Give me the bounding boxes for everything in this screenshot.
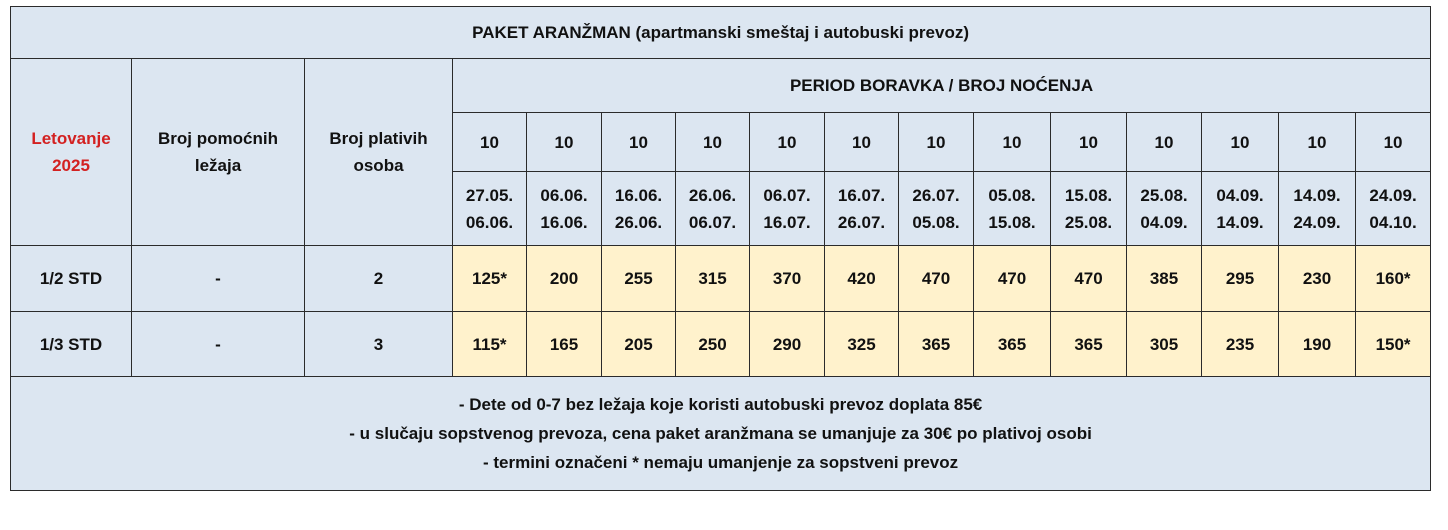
note-line: - termini označeni * nemaju umanjenje za sopstveni prevoz	[482, 453, 959, 472]
nights-cell: 10	[899, 113, 974, 172]
date-range-cell: 14.09. 24.09.	[1279, 172, 1356, 246]
nights-cell: 10	[1202, 113, 1279, 172]
price-cell: 230	[1279, 246, 1356, 312]
table-row	[11, 312, 1431, 377]
period-header: PERIOD BORAVKA / BROJ NOĆENJA	[453, 59, 1431, 113]
price-cell: 200	[527, 246, 602, 312]
price-cell: 290	[750, 312, 825, 377]
nights-cell: 10	[825, 113, 899, 172]
price-cell: 385	[1127, 246, 1202, 312]
nights-cell: 10	[750, 113, 825, 172]
price-cell: 470	[1051, 246, 1127, 312]
price-table	[10, 6, 1431, 491]
price-cell: 295	[1202, 246, 1279, 312]
paying-persons-cell: 2	[305, 246, 453, 312]
nights-cell: 10	[527, 113, 602, 172]
table-row	[11, 246, 1431, 312]
price-cell: 250	[676, 312, 750, 377]
price-cell: 365	[899, 312, 974, 377]
price-cell: 235	[1202, 312, 1279, 377]
nights-cell: 10	[676, 113, 750, 172]
price-cell: 205	[602, 312, 676, 377]
date-range-cell: 24.09. 04.10.	[1356, 172, 1431, 246]
price-cell: 115*	[453, 312, 527, 377]
price-cell: 420	[825, 246, 899, 312]
nights-cell: 10	[1127, 113, 1202, 172]
price-table-container	[10, 6, 1431, 491]
price-cell: 470	[974, 246, 1051, 312]
date-range-cell: 06.06. 16.06.	[527, 172, 602, 246]
extra-beds-header: Broj pomoćnih ležaja	[132, 59, 305, 246]
price-cell: 255	[602, 246, 676, 312]
season-year: 2025	[52, 156, 90, 175]
price-cell: 150*	[1356, 312, 1431, 377]
date-range-cell: 05.08. 15.08.	[974, 172, 1051, 246]
price-cell: 325	[825, 312, 899, 377]
paying-persons-header: Broj plativih osoba	[305, 59, 453, 246]
date-range-cell: 27.05. 06.06.	[453, 172, 527, 246]
price-cell: 315	[676, 246, 750, 312]
date-range-cell: 25.08. 04.09.	[1127, 172, 1202, 246]
date-range-cell: 26.06. 06.07.	[676, 172, 750, 246]
nights-cell: 10	[1356, 113, 1431, 172]
price-cell: 125*	[453, 246, 527, 312]
extra-beds-cell: -	[132, 246, 305, 312]
price-cell: 365	[1051, 312, 1127, 377]
nights-cell: 10	[1051, 113, 1127, 172]
date-range-cell: 26.07. 05.08.	[899, 172, 974, 246]
date-range-cell: 04.09. 14.09.	[1202, 172, 1279, 246]
nights-cell: 10	[602, 113, 676, 172]
price-cell: 305	[1127, 312, 1202, 377]
period-header-row	[11, 59, 1431, 113]
date-range-cell: 16.07. 26.07.	[825, 172, 899, 246]
notes-row	[11, 377, 1431, 491]
date-range-cell: 15.08. 25.08.	[1051, 172, 1127, 246]
date-range-cell: 06.07. 16.07.	[750, 172, 825, 246]
price-cell: 165	[527, 312, 602, 377]
title-row	[11, 7, 1431, 59]
extra-beds-cell: -	[132, 312, 305, 377]
season-label: Letovanje	[31, 129, 111, 148]
nights-cell: 10	[453, 113, 527, 172]
note-line: - Dete od 0-7 bez ležaja koje koristi autobuski prevoz doplata 85€	[458, 395, 983, 414]
room-type-cell: 1/3 STD	[11, 312, 132, 377]
price-cell: 470	[899, 246, 974, 312]
note-line: - u slučaju sopstvenog prevoza, cena paket aranžmana se umanjuje za 30€ po plativoj osobi	[349, 424, 1092, 443]
price-cell: 370	[750, 246, 825, 312]
price-cell: 365	[974, 312, 1051, 377]
paying-persons-cell: 3	[305, 312, 453, 377]
price-cell: 160*	[1356, 246, 1431, 312]
room-type-cell: 1/2 STD	[11, 246, 132, 312]
nights-cell: 10	[974, 113, 1051, 172]
table-title: PAKET ARANŽMAN (apartmanski smeštaj i autobuski prevoz)	[11, 7, 1431, 59]
date-range-cell: 16.06. 26.06.	[602, 172, 676, 246]
price-cell: 190	[1279, 312, 1356, 377]
nights-cell: 10	[1279, 113, 1356, 172]
notes-cell	[11, 377, 1431, 491]
season-cell	[11, 59, 132, 246]
